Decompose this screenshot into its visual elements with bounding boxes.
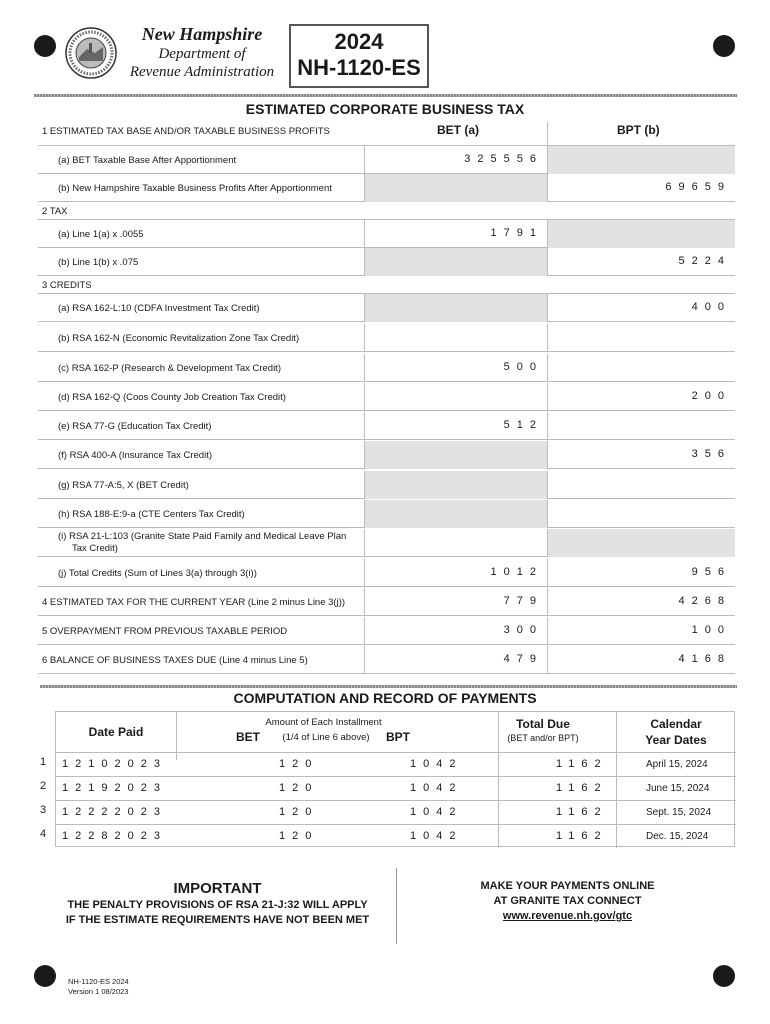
bet-value-l3e: 512 [503, 419, 543, 431]
calendar-header-2: Year Dates [645, 733, 707, 747]
total-due-subheader: (BET and/or BPT) [507, 733, 579, 743]
bpt-field-l3i [547, 529, 735, 557]
line-label-cont-l3i: Tax Credit) [72, 543, 118, 554]
line-label-l1b: (b) New Hampshire Taxable Business Profits After Apportionment [58, 183, 332, 194]
bet-field-l3d[interactable] [364, 383, 547, 411]
payment-total-due[interactable]: 1162 [556, 782, 608, 794]
bpt-value-l3d: 200 [691, 390, 731, 402]
line-label-l2a: (a) Line 1(a) x .0055 [58, 229, 144, 240]
line-label-l3c: (c) RSA 162-P (Research & Development Tax Credit) [58, 363, 281, 374]
bet-value-l4: 779 [503, 595, 543, 607]
bet-value-l6: 479 [503, 653, 543, 665]
bet-value-l2a: 1791 [490, 227, 543, 239]
line-label-l1: 1 ESTIMATED TAX BASE AND/OR TAXABLE BUSINESS PROFITS [42, 126, 330, 137]
bet-field-l3g [364, 471, 547, 499]
bet-column-header: BET (a) [437, 123, 479, 137]
bpt-field-l1a [547, 146, 735, 174]
online-url-link[interactable]: www.revenue.nh.gov/gtc [502, 910, 633, 922]
payment-row-number: 4 [40, 828, 47, 840]
payment-calendar-date: April 15, 2024 [646, 759, 708, 770]
corner-dot-top-right [713, 35, 735, 57]
calendar-header-1: Calendar [650, 717, 702, 731]
line-label-l3g: (g) RSA 77-A:5, X (BET Credit) [58, 480, 189, 491]
bpt-value-l3j: 956 [691, 566, 731, 578]
bet-field-l1b [364, 174, 547, 202]
quarter-note: (1/4 of Line 6 above) [282, 732, 370, 743]
bet-amount-header: BET [236, 730, 260, 744]
payment-date-paid[interactable]: 12102023 [62, 758, 167, 770]
line-label-l3e: (e) RSA 77-G (Education Tax Credit) [58, 421, 212, 432]
important-title: IMPORTANT [173, 880, 262, 897]
payment-bpt-amount[interactable]: 1042 [410, 782, 463, 794]
line-label-l3j: (j) Total Credits (Sum of Lines 3(a) through 3(i)) [58, 568, 257, 579]
payments-title: COMPUTATION AND RECORD OF PAYMENTS [233, 690, 537, 706]
total-due-header: Total Due [516, 717, 570, 731]
important-notice [40, 880, 395, 926]
line-label-l3i: (i) RSA 21-L:103 (Granite State Paid Family and Medical Leave Plan [58, 531, 347, 542]
payment-date-paid[interactable]: 12282023 [62, 830, 167, 842]
bpt-value-l1b: 69659 [665, 181, 731, 193]
payment-row [56, 776, 736, 800]
bet-field-l3f [364, 441, 547, 469]
bet-value-l1a: 325556 [464, 153, 543, 165]
online-line-1: MAKE YOUR PAYMENTS ONLINE [480, 880, 655, 892]
payment-total-due[interactable]: 1162 [556, 830, 608, 842]
bet-field-l3i[interactable] [364, 529, 547, 557]
form-year: 2024 [334, 29, 384, 54]
bpt-value-l6: 4168 [678, 653, 731, 665]
corner-dot-bottom-left [34, 965, 56, 987]
line-label-l1a: (a) BET Taxable Base After Apportionment [58, 155, 237, 166]
payment-bpt-amount[interactable]: 1042 [410, 758, 463, 770]
bpt-field-l2a [547, 220, 735, 248]
bpt-field-l3c[interactable] [547, 354, 735, 382]
bpt-value-l4: 4268 [678, 595, 731, 607]
line-label-l2b: (b) Line 1(b) x .075 [58, 257, 139, 268]
form-number: NH-1120-ES [297, 55, 421, 80]
payment-total-due[interactable]: 1162 [556, 806, 608, 818]
state-name: New Hampshire [141, 24, 263, 44]
payment-calendar-date: Dec. 15, 2024 [646, 831, 709, 842]
amount-header: Amount of Each Installment [265, 717, 382, 728]
payment-bet-amount[interactable]: 120 [279, 782, 319, 794]
payment-date-paid[interactable]: 12222023 [62, 806, 167, 818]
bet-bpt-separator [547, 122, 548, 146]
bpt-field-l3h[interactable] [547, 500, 735, 528]
payment-total-due[interactable]: 1162 [556, 758, 608, 770]
payment-bet-amount[interactable]: 120 [279, 806, 319, 818]
line-label-l6: 6 BALANCE OF BUSINESS TAXES DUE (Line 4 minus Line 5) [42, 655, 308, 666]
bpt-value-l3f: 356 [691, 448, 731, 460]
corner-dot-top-left [34, 35, 56, 57]
bet-value-l5: 300 [503, 624, 543, 636]
bet-field-l3h [364, 500, 547, 528]
bet-field-l3a [364, 294, 547, 322]
bottom-divider [396, 868, 397, 944]
line-label-l2: 2 TAX [42, 206, 68, 217]
online-payment-notice [400, 880, 735, 922]
payment-bet-amount[interactable]: 120 [279, 758, 319, 770]
payment-row [56, 800, 736, 824]
payment-row-number: 1 [40, 756, 47, 768]
payment-calendar-date: Sept. 15, 2024 [646, 807, 712, 818]
payment-bet-amount[interactable]: 120 [279, 830, 319, 842]
section-rule [40, 685, 737, 688]
header-rule [34, 94, 737, 97]
bpt-field-l3g[interactable] [547, 471, 735, 499]
online-line-2: AT GRANITE TAX CONNECT [493, 895, 642, 907]
line-label-l3d: (d) RSA 162-Q (Coos County Job Creation Tax Credit) [58, 392, 286, 403]
bpt-value-l2b: 5224 [678, 255, 731, 267]
bpt-field-l3e[interactable] [547, 412, 735, 440]
line-label-l3a: (a) RSA 162-L:10 (CDFA Investment Tax Credit) [58, 303, 260, 314]
agency-name [112, 24, 292, 81]
payment-row [56, 752, 736, 776]
bet-field-l3b[interactable] [364, 324, 547, 352]
bpt-value-l3a: 400 [691, 301, 731, 313]
bet-field-l2b [364, 248, 547, 276]
line-label-l3b: (b) RSA 162-N (Economic Revitalization Zone Tax Credit) [58, 333, 300, 344]
form-title: ESTIMATED CORPORATE BUSINESS TAX [245, 101, 525, 117]
form-id-box [289, 24, 429, 88]
line-label-l3: 3 CREDITS [42, 280, 92, 291]
bpt-field-l3b[interactable] [547, 324, 735, 352]
footer-line-2: Version 1 08/2023 [68, 987, 129, 996]
dept-line-1: Department of [158, 46, 246, 62]
line-label-l5: 5 OVERPAYMENT FROM PREVIOUS TAXABLE PERIOD [42, 626, 288, 637]
payment-row-number: 2 [40, 780, 47, 792]
bet-value-l3c: 500 [503, 361, 543, 373]
corner-dot-bottom-right [713, 965, 735, 987]
bpt-amount-header: BPT [386, 730, 410, 744]
payment-row [56, 824, 736, 848]
important-line-1: THE PENALTY PROVISIONS OF RSA 21-J:32 WILL APPLY [67, 899, 368, 911]
payment-row-number: 3 [40, 804, 47, 816]
line-label-l3f: (f) RSA 400-A (Insurance Tax Credit) [58, 450, 212, 461]
payment-bpt-amount[interactable]: 1042 [410, 806, 463, 818]
payment-calendar-date: June 15, 2024 [646, 783, 710, 794]
payments-table [55, 711, 735, 847]
line-label-l3h: (h) RSA 188-E:9-a (CTE Centers Tax Credit) [58, 509, 245, 520]
payment-bpt-amount[interactable]: 1042 [410, 830, 463, 842]
important-line-2: IF THE ESTIMATE REQUIREMENTS HAVE NOT BEEN MET [65, 914, 370, 926]
bpt-column-header: BPT (b) [617, 123, 660, 137]
bpt-value-l5: 100 [691, 624, 731, 636]
bet-value-l3j: 1012 [490, 566, 543, 578]
footer-line-1: NH-1120-ES 2024 [68, 977, 129, 986]
form-footer [68, 977, 129, 997]
payment-date-paid[interactable]: 12192023 [62, 782, 167, 794]
date-paid-header: Date Paid [88, 725, 144, 739]
state-seal-icon [65, 27, 117, 79]
line-label-l4: 4 ESTIMATED TAX FOR THE CURRENT YEAR (Line 2 minus Line 3(j)) [42, 597, 346, 608]
dept-line-2: Revenue Administration [129, 64, 275, 80]
